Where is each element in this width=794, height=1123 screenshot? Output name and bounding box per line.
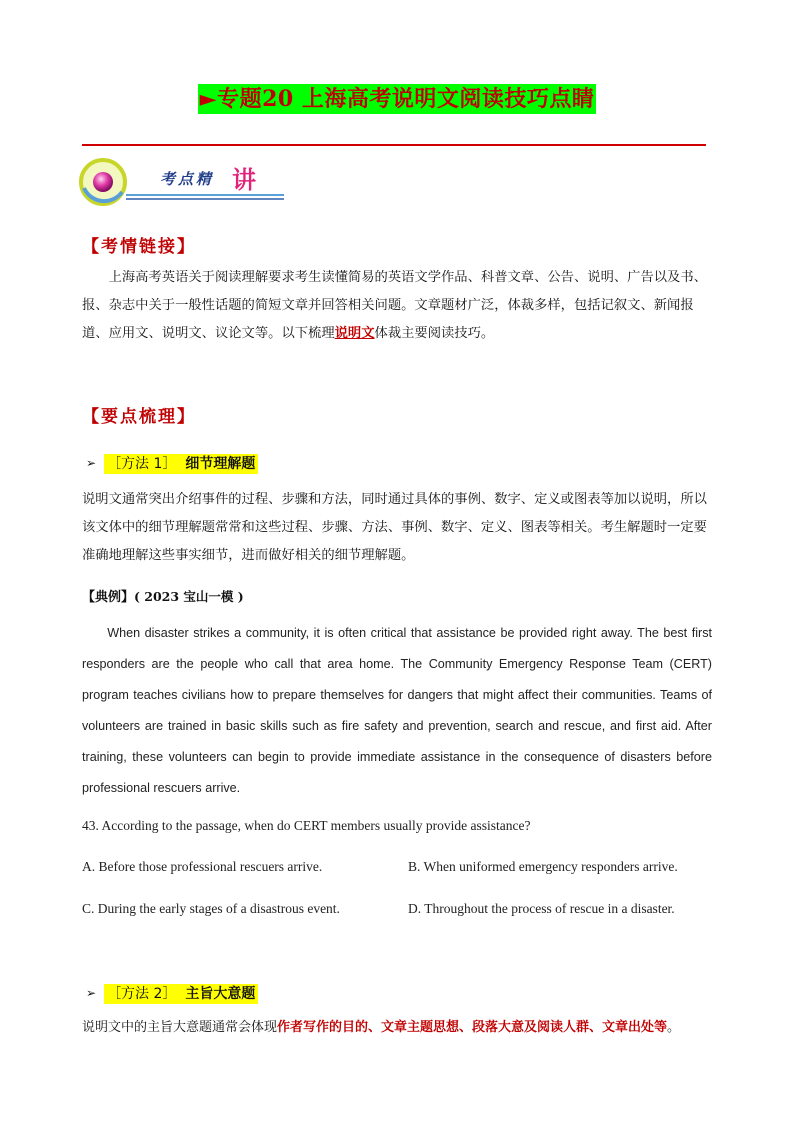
intro-text-part1: 上海高考英语关于阅读理解要求考生读懂简易的英语文学作品、科普文章、公告、说明、广告以及书、报、杂志中关于一般性话题的简短文章并回答相关问题。文章题材广泛，体裁多样，包括记叙文、新闻报道、应用文、说明文、议论文等。以下梳理 xyxy=(82,270,707,341)
method-1-header xyxy=(86,452,258,478)
method-2-header xyxy=(86,982,258,1008)
method-1-paragraph: 说明文通常突出介绍事件的过程、步骤和方法，同时通过具体的事例、数字、定义或图表等加以说明，所以该文体中的细节理解题常常和这些过程、步骤、方法、事例、数字、定义、图表等相关。考生解题时一定要准确地理解这些事实细节，进而做好相关的细节理解题。 xyxy=(82,492,707,563)
example-source: ( 2023 宝山一模 ) xyxy=(134,589,244,604)
method-2-end: 。 xyxy=(667,1020,681,1035)
method-2-highlight: 作者写作的目的、文章主题思想、段落大意及阅读人群、文章出处等 xyxy=(277,1020,668,1035)
intro-paragraph xyxy=(82,264,712,348)
example-label: 【典例】 xyxy=(82,590,135,605)
intro-text-part2: 体裁主要阅读技巧。 xyxy=(374,326,495,341)
example-header xyxy=(82,586,244,605)
arrow-bullet-icon: ➢ xyxy=(86,985,97,1000)
method-2-tag xyxy=(104,984,258,1004)
section-heading-exam-link: 【考情链接】 xyxy=(82,237,196,257)
method-2-text: 说明文中的主旨大意题通常会体现 xyxy=(82,1020,278,1035)
method-1-tag xyxy=(104,454,258,474)
title-text: 专题20 上海高考说明文阅读技巧点睛 xyxy=(217,86,595,112)
logo-emphasis: 讲 xyxy=(232,165,256,194)
title-arrow: ► xyxy=(199,86,218,112)
example-passage: When disaster strikes a community, it is often critical that assistance be provided right away. The best first responders are the people who call that area home. The Community Emergency Response Team (CERT) program teaches civilians how to prepare themselves for dangers that might affect their communities. Teams of volunteers are trained in basic skills such as fire safety and prevention, search and rescue, and first aid. After training, these volunteers can begin to provide immediate assistance in the consequence of disasters before professional rescuers arrive. xyxy=(82,626,712,795)
intro-keyword: 说明文 xyxy=(334,326,375,341)
method-2-name: 主旨大意题 xyxy=(185,985,256,1002)
section-heading-key-points: 【要点梳理】 xyxy=(82,407,196,427)
title-area xyxy=(0,84,794,114)
method-2-paragraph xyxy=(82,1014,722,1042)
arrow-bullet-icon: ➢ xyxy=(86,455,97,470)
method-1-name: 细节理解题 xyxy=(185,455,256,472)
logo-label: 考点精 xyxy=(160,170,215,188)
option-c: C. During the early stages of a disastrous event. xyxy=(82,901,340,916)
page-title xyxy=(198,84,597,114)
option-b: B. When uniformed emergency responders arrive. xyxy=(408,859,678,874)
option-a: A. Before those professional rescuers arrive. xyxy=(82,859,323,874)
method-1-label: ［方法 1］ xyxy=(107,455,177,472)
title-divider xyxy=(82,144,706,146)
question-43: 43. According to the passage, when do CERT members usually provide assistance? xyxy=(82,818,531,833)
method-2-label: ［方法 2］ xyxy=(107,985,177,1002)
option-d: D. Throughout the process of rescue in a disaster. xyxy=(408,901,675,916)
